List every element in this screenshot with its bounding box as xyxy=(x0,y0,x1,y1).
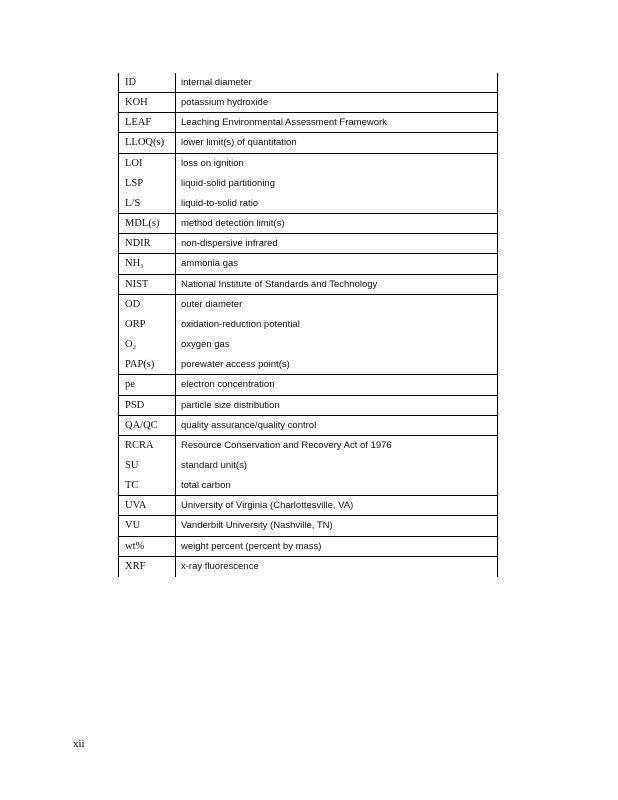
definition: porewater access point(s) xyxy=(181,359,290,371)
definition: Vanderbilt University (Nashville, TN) xyxy=(181,520,333,532)
table-row xyxy=(119,436,497,456)
definition: liquid-solid partitioning xyxy=(181,177,275,189)
abbreviation: OD xyxy=(119,295,176,315)
abbreviation: ORP xyxy=(119,315,176,335)
abbreviation: pe xyxy=(119,375,176,394)
abbreviation: LLOQ(s) xyxy=(119,133,176,152)
definition: loss on ignition xyxy=(181,157,244,169)
abbreviation: MDL(s) xyxy=(119,214,176,233)
definition: weight percent (percent by mass) xyxy=(181,540,322,552)
definition: standard unit(s) xyxy=(181,459,248,471)
abbreviation: NDIR xyxy=(119,234,176,253)
definition: oxygen gas xyxy=(181,339,230,351)
abbreviation: UVA xyxy=(119,496,176,515)
definition: liquid-to-solid ratio xyxy=(181,197,259,209)
table-row xyxy=(119,557,497,577)
abbreviation: XRF xyxy=(119,557,176,577)
abbreviation: NIST xyxy=(119,275,176,294)
table-row xyxy=(119,315,497,335)
table-row xyxy=(119,396,497,416)
abbreviation: PSD xyxy=(119,396,176,415)
definition: lower limit(s) of quantitation xyxy=(181,137,297,149)
table-row xyxy=(119,174,497,194)
definition: ammonia gas xyxy=(181,258,239,270)
table-row xyxy=(119,254,497,274)
table-row xyxy=(119,73,497,93)
definition: electron concentration xyxy=(181,379,275,391)
table-row xyxy=(119,93,497,113)
definition: potassium hydroxide xyxy=(181,97,269,109)
abbreviation: ID xyxy=(119,73,176,92)
definition: National Institute of Standards and Technology xyxy=(181,278,378,290)
table-row xyxy=(119,234,497,254)
table-row xyxy=(119,537,497,557)
abbreviation: QA/QC xyxy=(119,416,176,435)
abbreviation: LOI xyxy=(119,154,176,174)
abbreviation: SU xyxy=(119,456,176,476)
table-row xyxy=(119,516,497,536)
abbreviation: LEAF xyxy=(119,113,176,132)
abbreviation: KOH xyxy=(119,93,176,112)
abbreviation: wt% xyxy=(119,537,176,556)
table-row xyxy=(119,133,497,153)
abbreviation: LSP xyxy=(119,174,176,194)
definition: particle size distribution xyxy=(181,399,280,411)
definition: internal diameter xyxy=(181,77,252,88)
table-row xyxy=(119,113,497,133)
table-row xyxy=(119,295,497,315)
abbreviation: L/S xyxy=(119,194,176,213)
table-row xyxy=(119,194,497,214)
definition: method detection limit(s) xyxy=(181,218,285,230)
definition: University of Virginia (Charlottesville, VA) xyxy=(181,500,354,512)
abbreviation: PAP(s) xyxy=(119,355,176,374)
definition: non-dispersive infrared xyxy=(181,238,278,250)
definition: outer diameter xyxy=(181,298,243,310)
table-row xyxy=(119,355,497,375)
table-row xyxy=(119,456,497,476)
abbreviation: RCRA xyxy=(119,436,176,456)
definition: total carbon xyxy=(181,480,231,492)
table-row xyxy=(119,375,497,395)
table-row xyxy=(119,416,497,436)
definition: x-ray fluorescence xyxy=(181,560,259,572)
abbreviation: TC xyxy=(119,476,176,495)
page-number: xii xyxy=(73,738,85,750)
table-row xyxy=(119,275,497,295)
table-row xyxy=(119,476,497,496)
abbreviation: VU xyxy=(119,516,176,535)
definition: Leaching Environmental Assessment Framework xyxy=(181,117,387,129)
definition: oxidation-reduction potential xyxy=(181,318,300,330)
acronym-table xyxy=(118,73,498,577)
table-row xyxy=(119,154,497,174)
table-row xyxy=(119,496,497,516)
abbreviation: NH₃ xyxy=(119,254,176,273)
table-row xyxy=(119,214,497,234)
abbreviation: O₂ xyxy=(119,335,176,355)
definition: Resource Conservation and Recovery Act of 1976 xyxy=(181,439,392,451)
table-row xyxy=(119,335,497,355)
definition: quality assurance/quality control xyxy=(181,419,317,431)
